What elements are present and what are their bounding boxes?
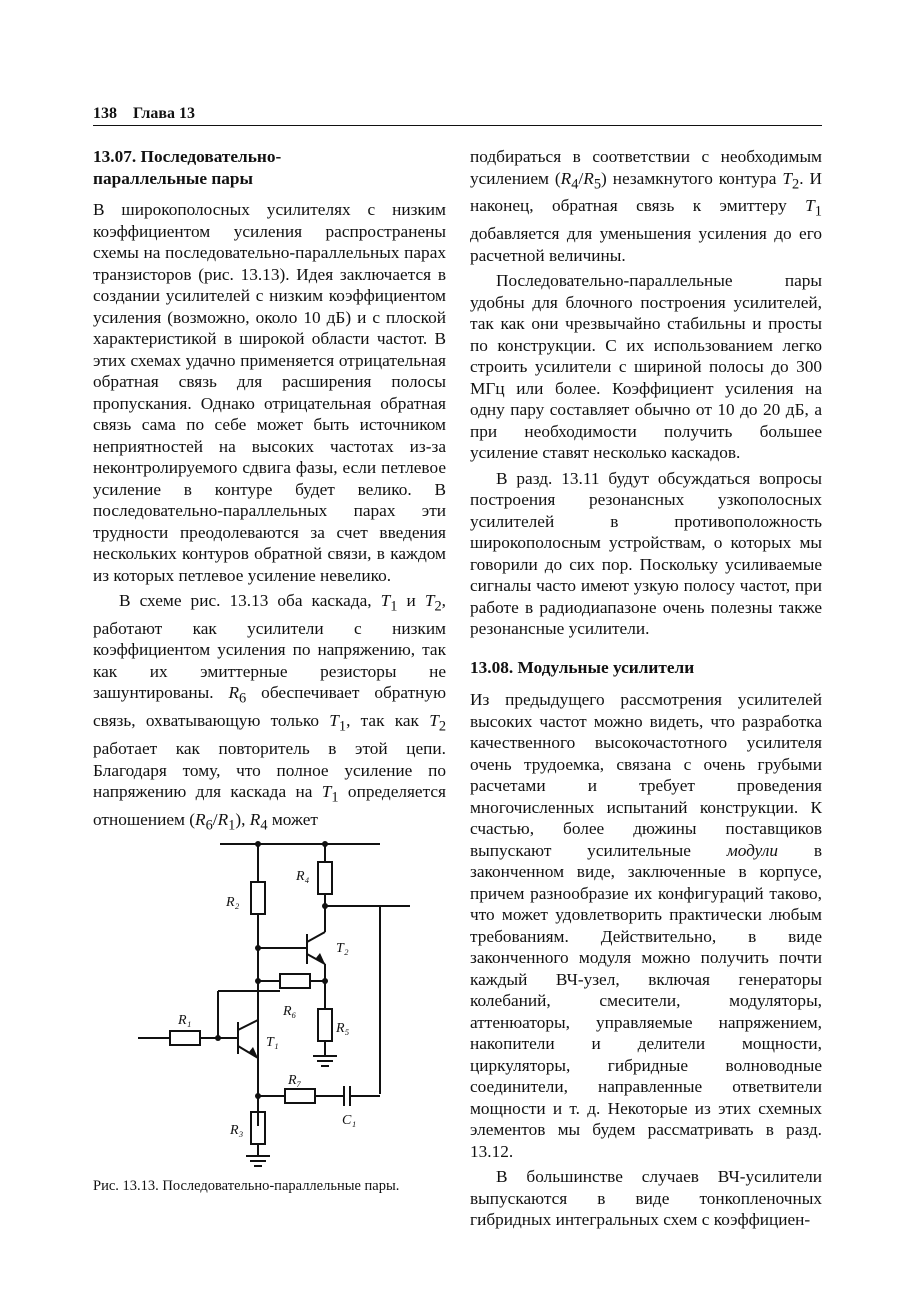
- header-rule: [93, 125, 822, 126]
- chapter-title: Глава 13: [133, 105, 195, 122]
- paragraph: Последовательно-параллельные пары удобны для блочного построения усилителей, так как они чрезвычайно стабильны и просты по конструкции. С их использованием легко строить усилители с шириной полосы до 300 МГц или более. Коэффициент усиления на одну пару составляет обычно от 10 до 20 дБ, а при необходимости получить большее усиление ставят несколько каскадов.: [470, 271, 822, 463]
- label-t1: T₁: [266, 1035, 279, 1050]
- paragraph: Из предыдущего рассмотрения усилителей высоких частот можно видеть, что разработка качественного высокочастотного усилителя очень трудоемка, связана с очень грубыми расчетами и требует проведения многочисленных испытаний конструкции. К счастью, более дюжины поставщиков выпускают усилительные модули в законченном виде, заключенные в корпусе, причем разнообразие их конфигураций таково, что может удовлетворить практически любым требованиям. Действительно, в виде законченного модуля можно получить почти каждый ВЧ-узел, включая генераторы колебаний, смесители, модуляторы, аттенюаторы, управляемые напряжением, накопители и делители мощности, циркуляторы, гибридные волноводные соединители, направленные ответвители мощности и т. д. Некоторые из этих схемных элементов мы будем рассматривать в разд. 13.12.: [470, 690, 823, 1161]
- circuit-diagram: [130, 836, 420, 1170]
- label-r5: R₅: [336, 1021, 350, 1036]
- section-13-07-title: 13.07. Последовательно- параллельные пары: [93, 147, 282, 188]
- paragraph: В широкополосных усилителях с низким коэффициентом усиления распространены схемы на последовательно-параллельных парах транзисторов (рис. 13.13). Идея заключается в создании усилителей с низким коэффициентом усиления (возможно, около 10 дБ) и с плоской характеристикой в широкой области частот. В этих схемах удачно применяется отрицательная обратная связь для расширения полосы пропускания. Однако отрицательная обратная связь сама по себе может быть источником неприятностей на высоких частотах из-за неконтролируемого сдвига фазы, если петлевое усиление в контуре будет велико. В последовательно-параллельных парах эти трудности преодолеваются за счет введения нескольких контуров обратной связи, в каждом из которых петлевое усиление невелико.: [93, 200, 446, 585]
- label-t2: T₂: [336, 941, 349, 956]
- left-column: [93, 146, 446, 837]
- running-header: [93, 104, 822, 124]
- label-r2: R₂: [226, 895, 240, 910]
- paragraph: В разд. 13.11 будут обсуждаться вопросы построения резонансных узкополосных усилителей в противоположность широкополосным устройствам, о которых мы говорили до сих пор. Поскольку усиливаемые сигналы часто имеют узкую полосу частот, при работе в радиодиапазоне очень полезны также резонансные усилители.: [470, 468, 822, 639]
- paragraph: В большинстве случаев ВЧ-усилители выпускаются в виде тонкопленочных гибридных интегральных схем с коэффициен-: [470, 1167, 822, 1230]
- label-r3: R₃: [230, 1123, 244, 1138]
- figure-caption: Рис. 13.13. Последовательно-параллельные пары.: [93, 1178, 400, 1194]
- label-r7: R₇: [288, 1073, 302, 1088]
- label-r1: R₁: [178, 1013, 192, 1028]
- label-c1: C₁: [342, 1113, 357, 1128]
- circuit-figure: [130, 836, 420, 1170]
- paragraph: В схеме рис. 13.13 оба каскада, $T_1$ и $T_2$, работают как усилители с низким коэффициентом усиления по напряжению, так как их эмиттерные резисторы не зашунтированы. $R_6$ обеспечивает обратную связь, охватывающую только $T_1$, так как $T_2$ работает как повторитель в этой цепи. Благодаря тому, что полное усиление по напряжению для каскада на $T_1$ определяется отношением $(R_6/R_1)$, $R_4$ может: [93, 591, 447, 834]
- label-r4: R₄: [296, 869, 310, 884]
- page-number: 138: [93, 105, 117, 122]
- section-13-08-title: 13.08. Модульные усилители: [470, 657, 695, 677]
- paragraph: подбираться в соответствии с необходимым усилением $(R_4/R_5)$ незамкнутого контура $T_2$. И наконец, обратная связь к эмиттеру $T_1$ добавляется для уменьшения усиления до его расчетной величины.: [470, 147, 823, 265]
- label-r6: R₆: [283, 1004, 297, 1019]
- right-column: [470, 146, 822, 1231]
